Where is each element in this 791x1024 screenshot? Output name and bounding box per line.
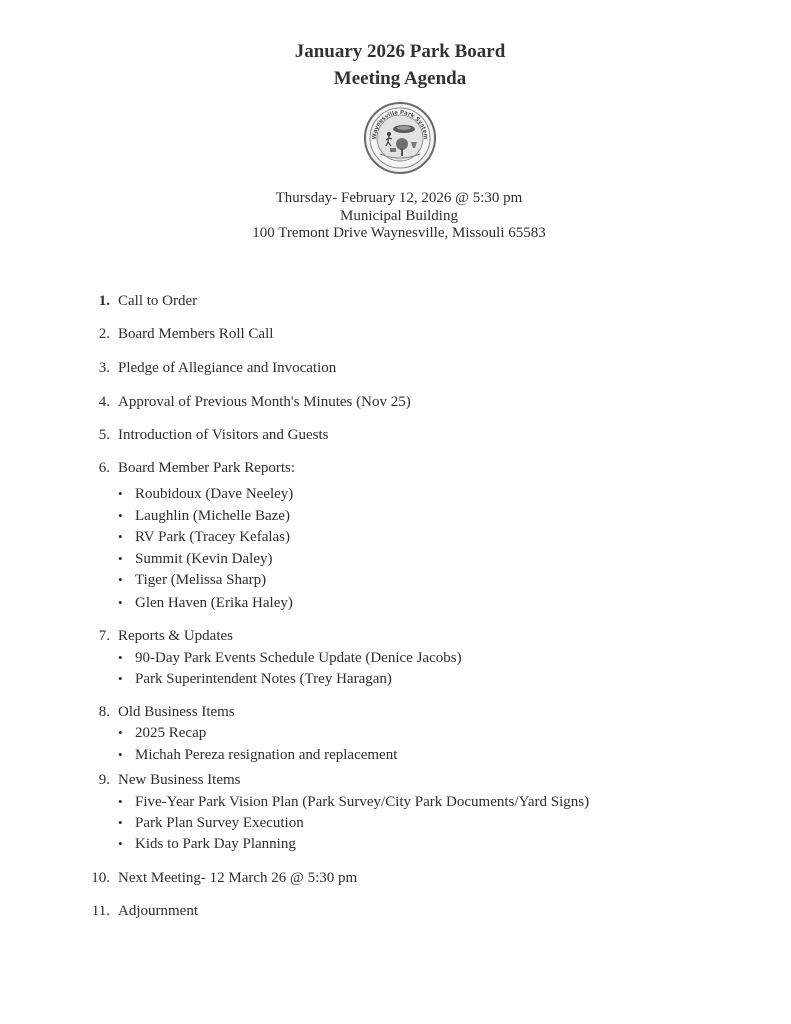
agenda-item-label: Introduction of Visitors and Guests <box>118 427 329 443</box>
agenda-item-number: 8. <box>98 704 110 720</box>
meeting-venue: Municipal Building <box>340 207 458 224</box>
agenda-item-label: Board Member Park Reports: <box>118 460 296 476</box>
agenda-item-number: 11. <box>91 903 110 919</box>
sub-item-label: Summit (Kevin Daley) <box>135 551 273 567</box>
agenda-item-label: Adjournment <box>118 903 198 919</box>
sub-item-label: 90-Day Park Events Schedule Update (Denice Jacobs) <box>135 650 462 666</box>
sub-item-label: Kids to Park Day Planning <box>135 836 296 852</box>
bullet-icon: • <box>118 551 123 566</box>
agenda-item-number: 3. <box>98 360 110 376</box>
sub-item-label: Five-Year Park Vision Plan (Park Survey/City Park Documents/Yard Signs) <box>135 794 590 810</box>
bullet-icon: • <box>118 815 123 830</box>
sub-item-label: Park Superintendent Notes (Trey Haragan) <box>135 671 392 687</box>
agenda-item-number: 1. <box>98 293 110 309</box>
sub-item-label: Roubidoux (Dave Neeley) <box>135 486 294 502</box>
agenda-item-label: New Business Items <box>118 772 241 788</box>
agenda-item-label: Old Business Items <box>118 704 235 720</box>
sub-item-label: Tiger (Melissa Sharp) <box>135 572 267 588</box>
sub-item-label: RV Park (Tracey Kefalas) <box>135 529 291 545</box>
agenda-item-number: 5. <box>98 427 110 443</box>
bullet-icon: • <box>118 794 123 809</box>
sub-item-label: Park Plan Survey Execution <box>135 815 304 831</box>
agenda-item-label: Pledge of Allegiance and Invocation <box>118 360 337 376</box>
title-line-2: Meeting Agenda <box>333 68 467 89</box>
agenda-item-label: Next Meeting- 12 March 26 @ 5:30 pm <box>118 870 358 886</box>
bullet-icon: • <box>118 747 123 762</box>
agenda-item-number: 9. <box>98 772 110 788</box>
meeting-datetime: Thursday- February 12, 2026 @ 5:30 pm <box>275 190 523 206</box>
bullet-icon: • <box>118 650 123 665</box>
bullet-icon: • <box>118 572 123 587</box>
seal-text: Waynesville Park System <box>371 109 429 140</box>
bullet-icon: • <box>118 508 123 523</box>
bullet-icon: • <box>118 486 123 501</box>
agenda-item-label: Approval of Previous Month's Minutes (Nov 25) <box>118 394 411 410</box>
sub-item-label: Laughlin (Michelle Baze) <box>135 508 290 524</box>
bullet-icon: • <box>118 671 123 686</box>
agenda-item-label: Reports & Updates <box>118 628 233 644</box>
agenda-item-label: Call to Order <box>118 293 198 309</box>
bullet-icon: • <box>118 725 123 740</box>
sub-item-label: Glen Haven (Erika Haley) <box>135 595 293 611</box>
sub-item-label: 2025 Recap <box>135 725 207 741</box>
agenda-item-number: 2. <box>98 326 110 342</box>
agenda-item-number: 4. <box>98 394 110 410</box>
bullet-icon: • <box>118 836 123 851</box>
meeting-address: 100 Tremont Drive Waynesville, Missouli 65583 <box>252 225 546 241</box>
agenda-item-number: 7. <box>98 628 110 644</box>
title-line-1: January 2026 Park Board <box>294 41 506 62</box>
agenda-item-number: 10. <box>91 870 110 886</box>
agenda-item-label: Board Members Roll Call <box>118 326 274 342</box>
bullet-icon: • <box>118 595 123 610</box>
bullet-icon: • <box>118 529 123 544</box>
sub-item-label: Michah Pereza resignation and replacement <box>135 747 398 763</box>
agenda-item-number: 6. <box>98 460 110 476</box>
